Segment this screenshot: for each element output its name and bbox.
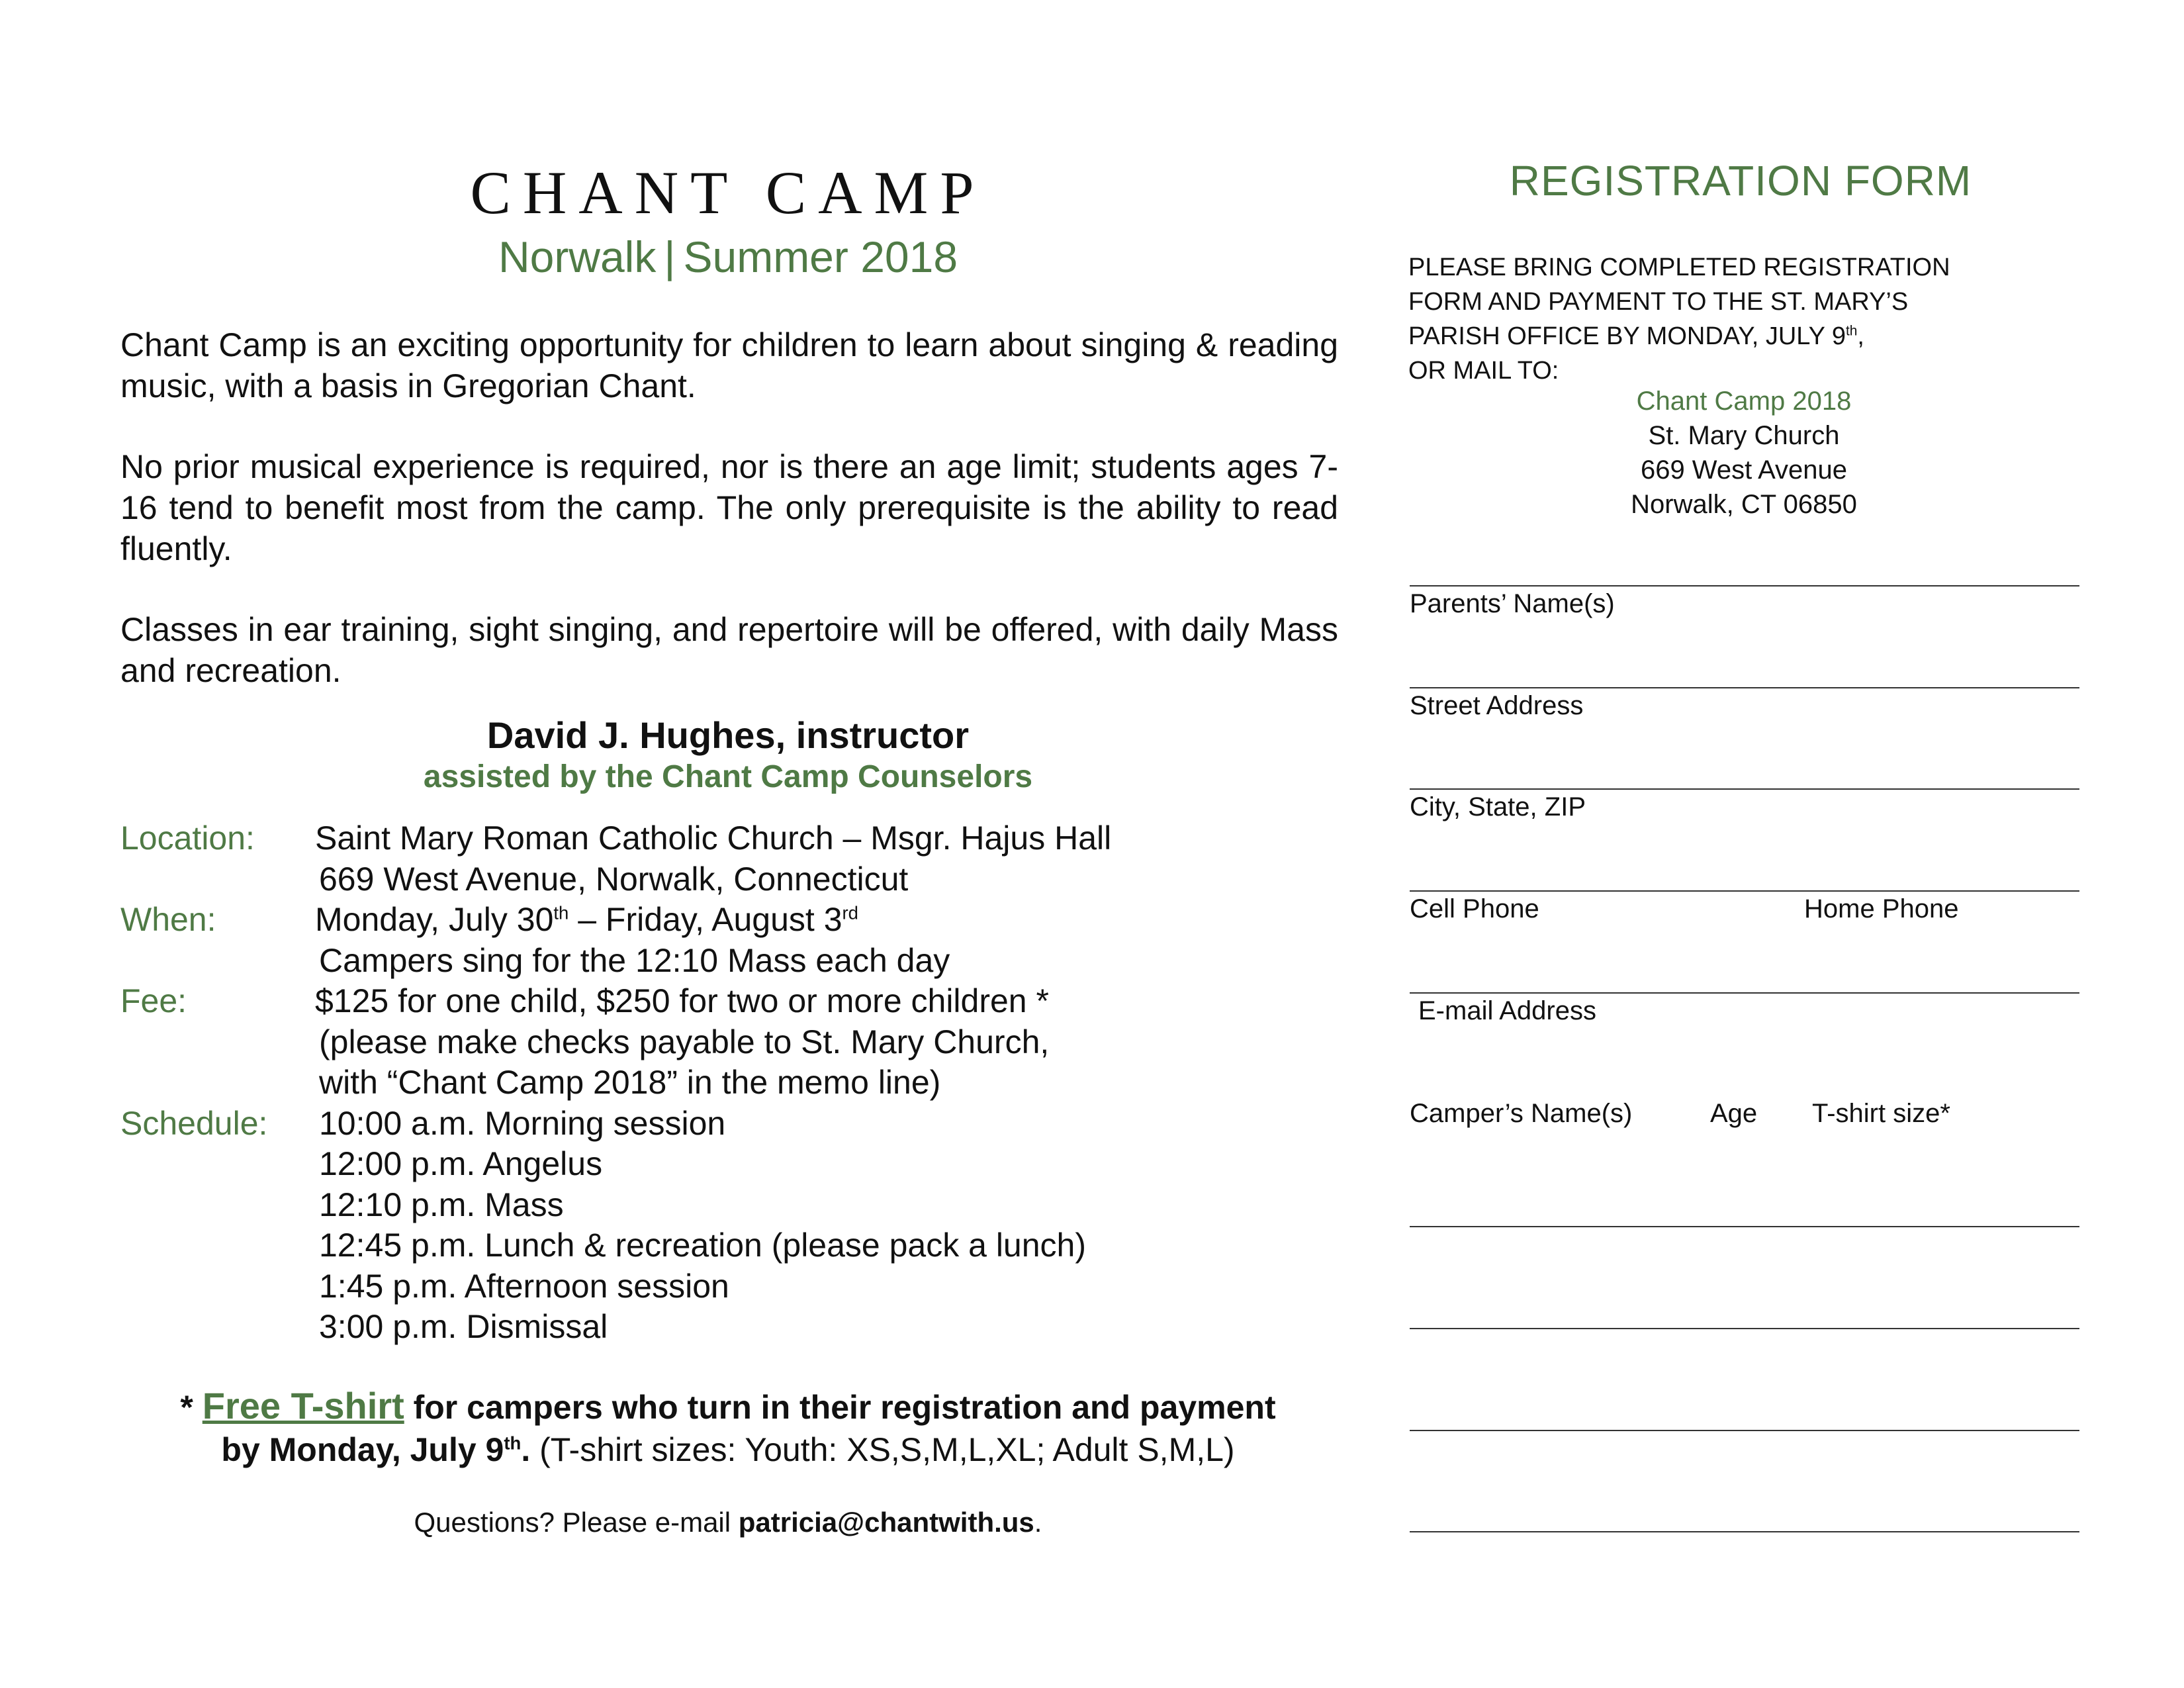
contact-email-link[interactable]: patricia@chantwith.us — [738, 1507, 1034, 1538]
parents-name-label: Parents’ Name(s) — [1410, 589, 1615, 618]
camper-entry-line[interactable] — [1410, 1430, 2079, 1431]
fee-row — [120, 981, 1378, 1022]
subtitle-season: Summer 2018 — [683, 232, 958, 281]
fee-value: $125 for one child, $250 for two or more children * — [315, 982, 1049, 1019]
instructions-line-1: PLEASE BRING COMPLETED REGISTRATION — [1408, 254, 1950, 281]
schedule-row — [120, 1266, 1378, 1307]
street-address-label: Street Address — [1410, 691, 1584, 720]
intro-paragraph: Chant Camp is an exciting opportunity for children to learn about singing & reading music, with a basis in Gregorian Chant. — [120, 326, 1338, 404]
fee-label: Fee: — [120, 982, 187, 1019]
schedule-row — [120, 1144, 1378, 1185]
schedule-label: Schedule: — [120, 1104, 268, 1142]
schedule-item: 12:00 p.m. Angelus — [319, 1145, 603, 1182]
camper-entry-line[interactable] — [1410, 1226, 2079, 1227]
instructions-deadline-suffix: th — [1845, 323, 1858, 339]
instructor-name: David J. Hughes, instructor — [486, 714, 970, 756]
city-state-zip-label: City, State, ZIP — [1410, 792, 1586, 821]
when-end-suffix: rd — [842, 902, 858, 923]
assisted-by: assisted by the Chant Camp Counselors — [423, 759, 1033, 794]
instructions-deadline: PARISH OFFICE BY MONDAY, JULY 9 — [1408, 322, 1846, 350]
mailing-address — [1410, 384, 2078, 522]
when-note-row — [120, 941, 1378, 982]
when-note: Campers sing for the 12:10 Mass each day — [319, 941, 950, 979]
schedule-row — [120, 1185, 1378, 1226]
tshirt-line-1 — [0, 1385, 1456, 1429]
tshirt-deadline-suffix: th — [504, 1432, 522, 1454]
tshirt-line-1-text: for campers who turn in their registration and payment — [404, 1389, 1276, 1426]
schedule-row — [120, 1307, 1378, 1348]
schedule-item: 12:10 p.m. Mass — [319, 1186, 564, 1223]
tshirt-asterisk: * — [180, 1389, 203, 1426]
schedule-row — [120, 1103, 1378, 1145]
camp-subtitle — [0, 232, 1456, 282]
when-value — [315, 900, 858, 941]
email-address-field[interactable] — [1410, 992, 2079, 994]
questions-end: . — [1034, 1507, 1042, 1538]
mailing-address-line-2: St. Mary Church — [1648, 421, 1840, 450]
fee-note-2: with “Chant Camp 2018” in the memo line) — [319, 1064, 941, 1101]
location-address-row — [120, 859, 1378, 900]
instructions-line-2: FORM AND PAYMENT TO THE ST. MARY’S — [1408, 288, 1909, 316]
event-details — [120, 818, 1378, 1348]
fee-note-row — [120, 1062, 1378, 1103]
mailing-address-line-3: 669 West Avenue — [1640, 455, 1848, 485]
tshirt-offer — [0, 1385, 1456, 1471]
tshirt-deadline-period: . — [521, 1431, 531, 1468]
requirements-paragraph: No prior musical experience is required, nor is there an age limit; students ages 7-16 tend to benefit most from the camp. The only prerequisite is the ability to read fluently. — [120, 448, 1338, 567]
schedule-item: 3:00 p.m. Dismissal — [319, 1308, 608, 1345]
mailing-address-line-1: Chant Camp 2018 — [1636, 387, 1852, 416]
tshirt-deadline: by Monday, July 9 — [221, 1431, 504, 1468]
registration-form-title: REGISTRATION FORM — [1509, 157, 1972, 205]
location-address: 669 West Avenue, Norwalk, Connecticut — [319, 860, 909, 898]
camper-entry-line[interactable] — [1410, 1328, 2079, 1329]
fee-note-row — [120, 1022, 1378, 1063]
when-start: Monday, July 30 — [315, 901, 554, 938]
age-header: Age — [1710, 1099, 1758, 1128]
when-label: When: — [120, 901, 216, 938]
registration-instructions — [1408, 250, 2103, 388]
questions-line — [0, 1507, 1456, 1538]
schedule-item: 12:45 p.m. Lunch & recreation (please pack a lunch) — [319, 1227, 1087, 1264]
location-row — [120, 818, 1378, 859]
phone-field[interactable] — [1410, 890, 2079, 892]
schedule-item: 10:00 a.m. Morning session — [319, 1104, 726, 1142]
tshirt-size-header: T-shirt size* — [1812, 1099, 1950, 1128]
fee-note-1: (please make checks payable to St. Mary Church, — [319, 1023, 1050, 1060]
questions-text: Questions? Please e-mail — [414, 1507, 739, 1538]
free-tshirt-link[interactable]: Free T-shirt — [202, 1385, 404, 1427]
schedule-row — [120, 1225, 1378, 1266]
instructions-comma: , — [1857, 322, 1864, 350]
location-value: Saint Mary Roman Catholic Church – Msgr. Hajus Hall — [315, 820, 1112, 857]
camper-entry-line[interactable] — [1410, 1531, 2079, 1532]
subtitle-location: Norwalk — [498, 232, 657, 281]
classes-paragraph: Classes in ear training, sight singing, and repertoire will be offered, with daily Mass and recreation. — [120, 611, 1338, 689]
subtitle-separator: | — [664, 232, 676, 281]
when-end: – Friday, August 3 — [569, 901, 842, 938]
tshirt-sizes: (T-shirt sizes: Youth: XS,S,M,L,XL; Adult S,M,L) — [530, 1431, 1235, 1468]
campers-name-header: Camper’s Name(s) — [1410, 1099, 1633, 1128]
camp-title: CHANT CAMP — [470, 159, 986, 226]
email-address-label: E-mail Address — [1418, 996, 1596, 1025]
location-label: Location: — [120, 820, 255, 857]
mailing-address-line-4: Norwalk, CT 06850 — [1631, 490, 1857, 519]
parents-name-field[interactable] — [1410, 585, 2079, 586]
when-row — [120, 900, 1378, 941]
cell-phone-label: Cell Phone — [1410, 894, 1539, 923]
city-state-zip-field[interactable] — [1410, 788, 2079, 790]
tshirt-line-2 — [0, 1429, 1456, 1471]
schedule-item: 1:45 p.m. Afternoon session — [319, 1267, 729, 1305]
when-start-suffix: th — [553, 902, 569, 923]
home-phone-label: Home Phone — [1804, 894, 1959, 923]
instructions-line-4: OR MAIL TO: — [1408, 357, 1559, 385]
street-address-field[interactable] — [1410, 687, 2079, 688]
instructions-line-3 — [1408, 319, 2103, 353]
